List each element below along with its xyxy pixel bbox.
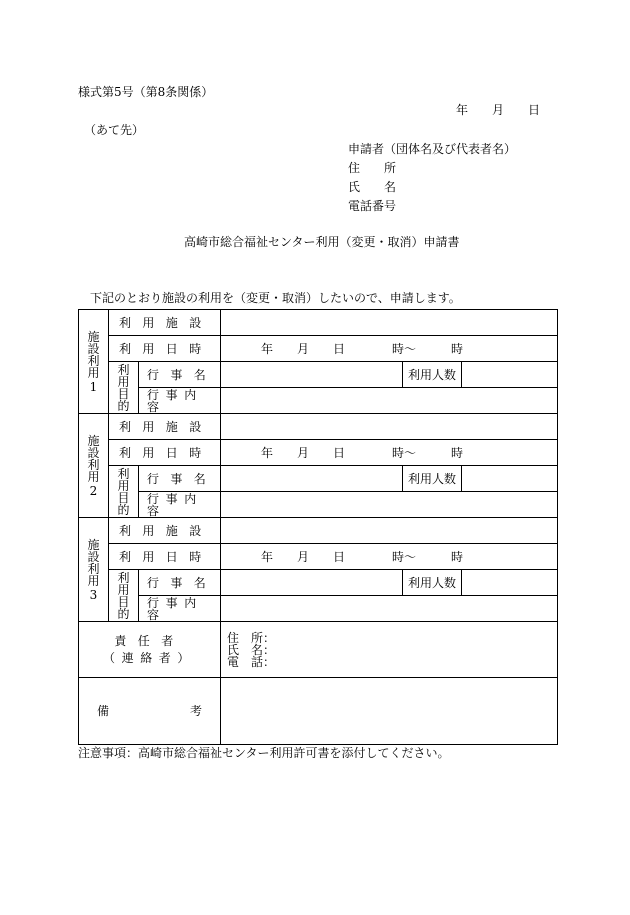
datetime-label-cell <box>109 440 221 466</box>
intro-text: 下記のとおり施設の利用を（変更・取消）したいので、申請します。 <box>90 291 461 305</box>
contact-phone-label: 電 話： <box>227 654 276 669</box>
purpose-label-cell <box>109 570 139 622</box>
facility-label-cell <box>109 518 221 544</box>
group-3-event-name-value[interactable] <box>221 570 403 596</box>
event-name-label: 行事名 <box>147 575 218 590</box>
applicant-address-label: 住 所 <box>348 161 397 175</box>
purpose-label-cell <box>109 466 139 518</box>
remarks-row <box>79 678 558 745</box>
group-1-datetime-row <box>79 336 558 362</box>
dt-month: 月 <box>297 341 310 356</box>
purpose-label: 利用目的 <box>117 362 130 413</box>
event-name-label-cell <box>139 466 221 492</box>
date-year-label: 年 <box>456 103 469 117</box>
attendees-label: 利用人数 <box>408 575 457 590</box>
group-1-attendees-value[interactable] <box>462 362 558 388</box>
group-2-label-cell <box>79 414 109 518</box>
group-3-number: 3 <box>89 587 98 602</box>
dt-month: 月 <box>297 445 310 460</box>
dt-day: 日 <box>333 445 346 460</box>
document-title: 高崎市総合福祉センター利用（変更・取消）申請書 <box>184 235 460 249</box>
purpose-label-cell <box>109 362 139 414</box>
contact-name-label: 氏 名： <box>227 642 276 657</box>
applicant-phone-label: 電話番号 <box>348 199 397 213</box>
applicant-name-label: 氏 名 <box>348 180 397 194</box>
responsible-label-cell <box>79 622 221 678</box>
group-2-event-content-value[interactable] <box>221 492 558 518</box>
group-1-facility-value[interactable] <box>221 310 558 336</box>
date-day-label: 日 <box>528 103 541 117</box>
purpose-label: 利用目的 <box>117 466 130 517</box>
applicant-title: 申請者（団体名及び代表者名） <box>348 142 517 156</box>
addressee-label: （あて先） <box>84 123 145 137</box>
group-3-facility-row <box>79 518 558 544</box>
dt-time-to: 時 <box>451 549 464 564</box>
event-name-label: 行事名 <box>147 367 218 382</box>
dt-year: 年 <box>261 549 274 564</box>
note-text: 注意事項：高崎市総合福祉センター利用許可書を添付してください。 <box>78 746 450 760</box>
dt-time-from: 時〜 <box>392 549 417 564</box>
group-3-label: 施設利用 <box>87 537 100 588</box>
event-name-label-cell <box>139 362 221 388</box>
facility-label-cell <box>109 310 221 336</box>
group-1-datetime-value[interactable] <box>221 336 558 362</box>
dt-month: 月 <box>297 549 310 564</box>
group-2-facility-row <box>79 414 558 440</box>
application-table <box>78 309 558 745</box>
contact-details-cell[interactable] <box>221 622 558 678</box>
remarks-label-cell <box>79 678 221 745</box>
datetime-label-cell <box>109 544 221 570</box>
group-3-datetime-row <box>79 544 558 570</box>
group-1-facility-row <box>79 310 558 336</box>
remarks-value[interactable] <box>221 678 558 745</box>
datetime-label: 利用日時 <box>119 445 213 460</box>
group-1-event-content-value[interactable] <box>221 388 558 414</box>
group-1-label-cell <box>79 310 109 414</box>
group-1-event-name-value[interactable] <box>221 362 403 388</box>
group-1-number: 1 <box>89 379 98 394</box>
facility-label: 利用施設 <box>119 315 213 330</box>
dt-year: 年 <box>261 341 274 356</box>
datetime-label-cell <box>109 336 221 362</box>
group-3-attendees-value[interactable] <box>462 570 558 596</box>
dt-time-to: 時 <box>451 341 464 356</box>
group-3-label-cell <box>79 518 109 622</box>
group-2-attendees-value[interactable] <box>462 466 558 492</box>
dt-time-from: 時〜 <box>392 445 417 460</box>
event-content-label-cell <box>139 596 221 622</box>
responsible-label: 責任者 <box>114 633 185 648</box>
group-3-event-content-value[interactable] <box>221 596 558 622</box>
contact-label: （連絡者） <box>103 650 197 665</box>
facility-label: 利用施設 <box>119 419 213 434</box>
group-2-datetime-row <box>79 440 558 466</box>
responsible-row <box>79 622 558 678</box>
event-content-label-cell <box>139 388 221 414</box>
attendees-label-cell <box>403 466 462 492</box>
event-content-label: 行事内容 <box>147 595 203 622</box>
attendees-label-cell <box>403 570 462 596</box>
attendees-label-cell <box>403 362 462 388</box>
datetime-label: 利用日時 <box>119 341 213 356</box>
group-2-label: 施設利用 <box>87 433 100 484</box>
date-month-label: 月 <box>492 103 505 117</box>
event-name-label-cell <box>139 570 221 596</box>
group-1-event-row <box>79 362 558 388</box>
form-number: 様式第5号（第8条関係） <box>78 85 214 99</box>
dt-time-from: 時〜 <box>392 341 417 356</box>
group-3-event-row <box>79 570 558 596</box>
dt-day: 日 <box>333 341 346 356</box>
remarks-label-2: 考 <box>190 704 203 718</box>
group-1-content-row <box>79 388 558 414</box>
group-2-event-row <box>79 466 558 492</box>
group-2-facility-value[interactable] <box>221 414 558 440</box>
group-2-number: 2 <box>89 483 98 498</box>
dt-day: 日 <box>333 549 346 564</box>
dt-year: 年 <box>261 445 274 460</box>
attendees-label: 利用人数 <box>408 471 457 486</box>
dt-time-to: 時 <box>451 445 464 460</box>
event-content-label-cell <box>139 492 221 518</box>
event-content-label: 行事内容 <box>147 491 203 518</box>
purpose-label: 利用目的 <box>117 570 130 621</box>
datetime-label: 利用日時 <box>119 549 213 564</box>
group-3-datetime-value[interactable] <box>221 544 558 570</box>
group-1-label: 施設利用 <box>87 329 100 380</box>
contact-address-label: 住 所： <box>227 630 276 645</box>
group-2-event-name-value[interactable] <box>221 466 403 492</box>
facility-label-cell <box>109 414 221 440</box>
group-3-facility-value[interactable] <box>221 518 558 544</box>
group-3-content-row <box>79 596 558 622</box>
attendees-label: 利用人数 <box>408 367 457 382</box>
event-content-label: 行事内容 <box>147 387 203 414</box>
remarks-label-1: 備 <box>97 704 110 718</box>
event-name-label: 行事名 <box>147 471 218 486</box>
facility-label: 利用施設 <box>119 523 213 538</box>
group-2-datetime-value[interactable] <box>221 440 558 466</box>
group-2-content-row <box>79 492 558 518</box>
